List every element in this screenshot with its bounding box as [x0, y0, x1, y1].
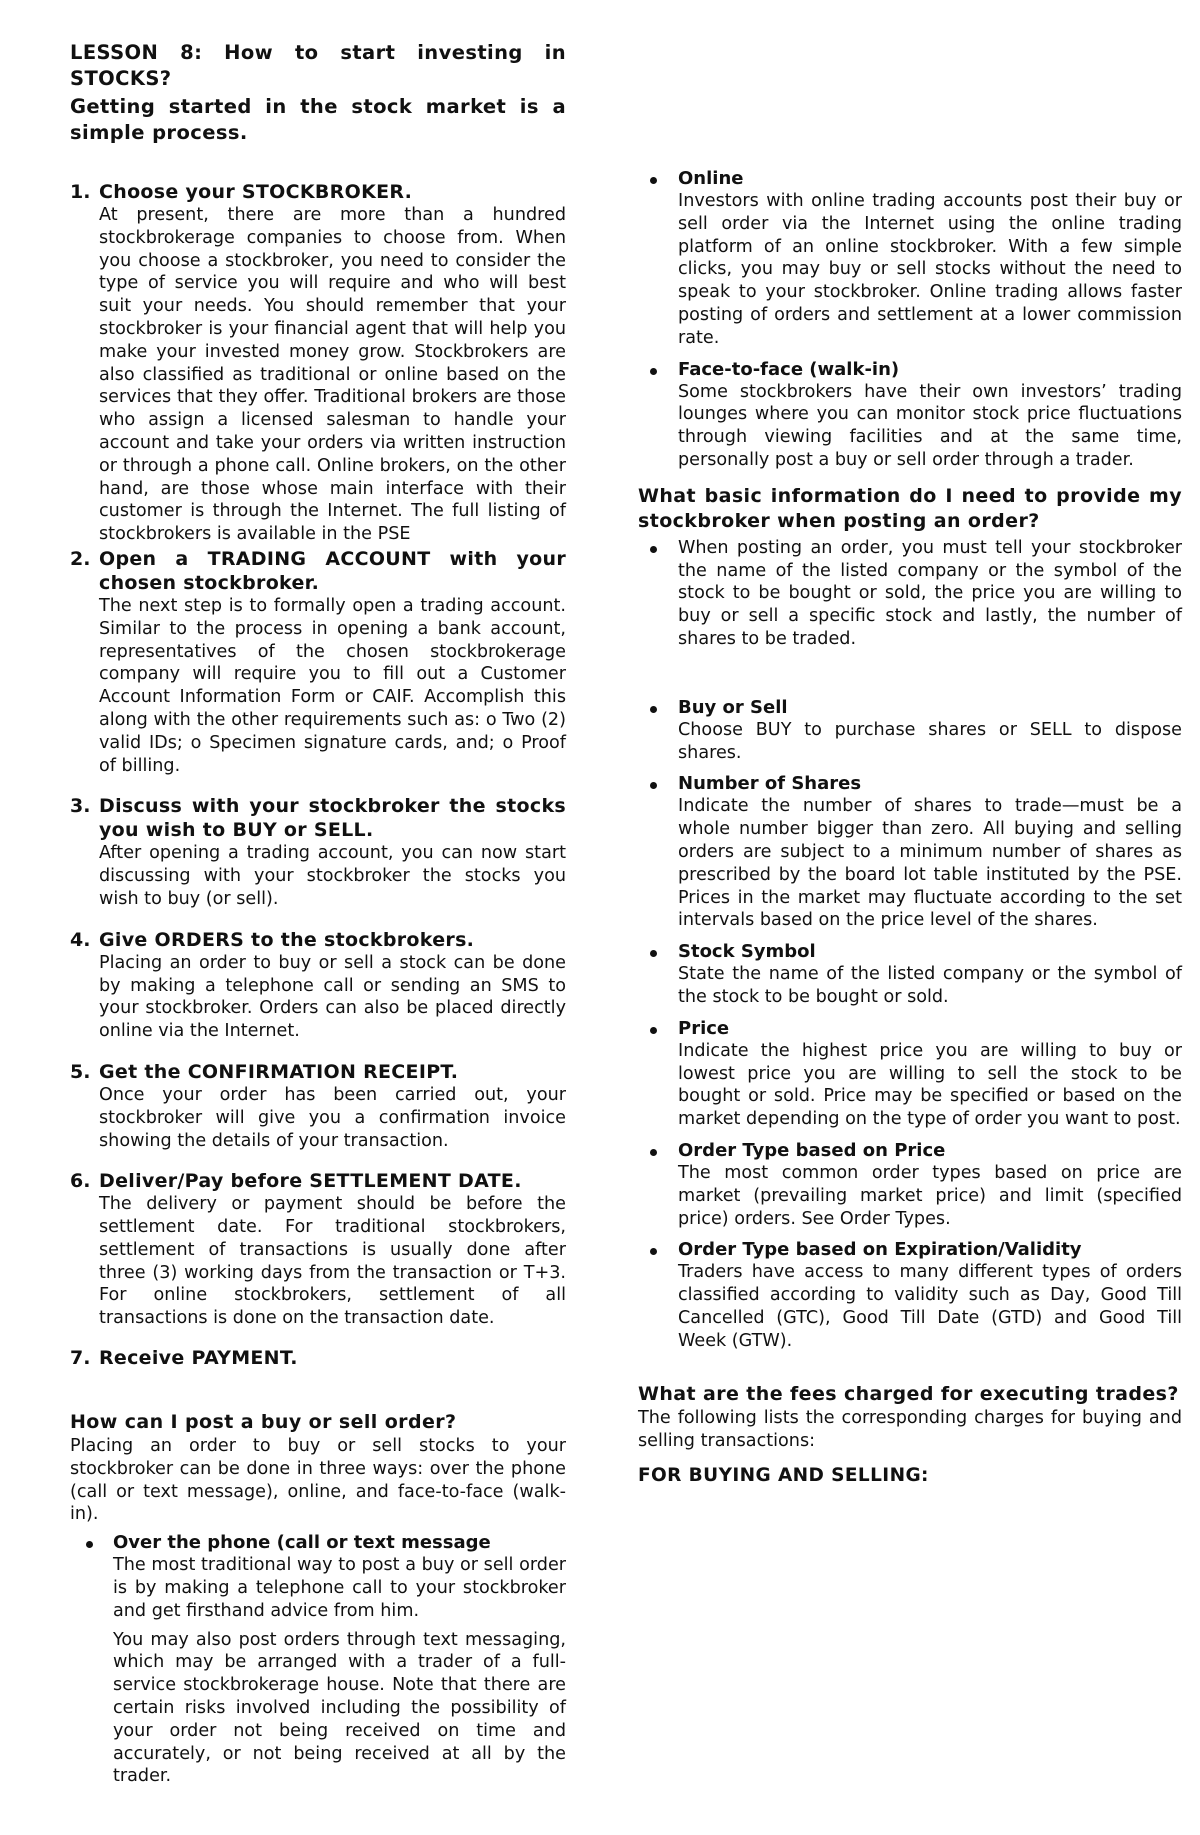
- bullet-icon: [650, 1149, 657, 1156]
- order-field-title: Order Type based on Expiration/Validity: [678, 1239, 1082, 1261]
- basic-info-intro-list: [638, 537, 1182, 651]
- phone-method-body: The most traditional way to post a buy or sell order is by making a telephone call to your stockbroker and get firsthand advice from him.: [113, 1555, 566, 1621]
- list-item: [638, 1018, 1182, 1131]
- step-number: 1.: [70, 181, 91, 203]
- lesson-subtitle: Getting started in the stock market is a simple process.: [70, 95, 566, 144]
- fees-heading: What are the fees charged for executing trades?: [638, 1383, 1179, 1406]
- step-number: 6.: [70, 1170, 91, 1193]
- step-number: 4.: [70, 928, 91, 951]
- walkin-method-body: Some stockbrokers have their own investors’ trading lounges where you can monitor stock price fluctuations through viewing facilities and at the same time, personally post a buy or sell order through a trader.: [678, 381, 1182, 470]
- fees-subheading: FOR BUYING AND SELLING:: [638, 1465, 929, 1487]
- fees-intro: The following lists the corresponding charges for buying and selling transactions:: [638, 1408, 1182, 1452]
- list-item: [638, 359, 1182, 472]
- step-number: 5.: [70, 1060, 91, 1083]
- order-field-title: Stock Symbol: [678, 941, 816, 963]
- order-field-body: State the name of the listed company or the symbol of the stock to be bought or sold.: [678, 964, 1182, 1007]
- step-item: [70, 794, 566, 910]
- basic-info-section: [638, 484, 1182, 1353]
- fees-section: [638, 1382, 1182, 1488]
- post-order-methods: [70, 1532, 566, 1788]
- lesson-title: LESSON 8: How to start investing in STOCKS?: [70, 41, 566, 90]
- step-title: Discuss with your stockbroker the stocks you wish to BUY or SELL.: [99, 795, 566, 842]
- step-number: 3.: [70, 795, 91, 818]
- list-item: [638, 697, 1182, 765]
- step-item: [70, 928, 566, 1043]
- step-title: Receive PAYMENT.: [99, 1347, 298, 1370]
- list-item: [638, 1140, 1182, 1230]
- step-title: Give ORDERS to the stockbrokers.: [99, 928, 475, 951]
- step-item: [70, 1169, 566, 1330]
- order-field-body: Indicate the number of shares to trade—must be a whole number bigger than zero. All buying and selling orders are subject to a minimum number of shares as prescribed by the board lot table instituted by the PSE. Prices in the market may fluctuate according to the set intervals based on the price level of the shares.: [678, 796, 1182, 931]
- step-body: The next step is to formally open a trading account. Similar to the process in opening a bank account, representatives of the chosen stockbrokerage company will require you to fill out a Customer Account Information Form or CAIF. Accomplish this along with the other requirements such as: o Two (2) valid IDs; o Specimen signature cards, and; o Proof of billing.: [99, 595, 566, 776]
- bullet-icon: [650, 782, 657, 789]
- step-title: Deliver/Pay before SETTLEMENT DATE.: [99, 1170, 522, 1193]
- walkin-method-title: Face-to-face (walk-in): [678, 358, 900, 380]
- right-column-main: [638, 40, 1182, 1488]
- post-order-methods-right: [638, 168, 1182, 472]
- bullet-icon: [650, 368, 657, 375]
- step-title: Choose your STOCKBROKER.: [99, 181, 413, 203]
- step-item: [70, 547, 566, 777]
- order-field-body: Traders have access to many different types of orders classified according to validity such as Day, Good Till Cancelled (GTC), Good Till Date (GTD) and Good Till Week (GTW).: [678, 1262, 1182, 1351]
- order-field-body: The most common order types based on price are market (prevailing market price) and limit (specified price) orders. See Order Types.: [678, 1162, 1182, 1229]
- step-item: [70, 180, 566, 546]
- online-method-title: Online: [678, 168, 744, 189]
- phone-method-body-2: You may also post orders through text messaging, which may be arranged with a trader of a full-service stockbrokerage house. Note that there are certain risks involved including the possibility of your order not being received on time and accurately, or not being received at all by the trader.: [113, 1629, 566, 1787]
- post-order-heading: How can I post a buy or sell order?: [70, 1411, 457, 1434]
- steps-list: [70, 180, 566, 1370]
- list-item: [638, 773, 1182, 932]
- step-title: Get the CONFIRMATION RECEIPT.: [99, 1060, 459, 1083]
- list-item: [638, 168, 1182, 350]
- step-title: Open a TRADING ACCOUNT with your chosen stockbroker.: [99, 547, 566, 594]
- basic-info-heading: What basic information do I need to provide my stockbroker when posting an order?: [638, 484, 1182, 532]
- bullet-icon: [650, 546, 657, 553]
- step-body: Placing an order to buy or sell a stock can be done by making a telephone call or sending an SMS to your stockbroker. Orders can also be placed directly online via the Internet.: [99, 952, 566, 1042]
- step-body: Once your order has been carried out, your stockbroker will give you a confirmation invoice showing the details of your transaction.: [99, 1084, 566, 1151]
- list-item: [638, 537, 1182, 651]
- phone-method-title: Over the phone (call or text message: [113, 1532, 491, 1554]
- list-item: [638, 1239, 1182, 1352]
- post-order-section: [70, 1410, 566, 1788]
- step-item: [70, 1060, 566, 1152]
- order-fields-list: [638, 697, 1182, 1353]
- bullet-icon: [86, 1541, 93, 1548]
- basic-info-intro: When posting an order, you must tell your stockbroker the name of the listed company or the symbol of the stock to be bought or sold, the price you are willing to buy or sell a specific stock and lastly, the number of shares to be traded.: [678, 537, 1182, 649]
- step-number: 2.: [70, 547, 91, 570]
- step-number: 7.: [70, 1347, 91, 1370]
- bullet-icon: [650, 1027, 657, 1034]
- bullet-icon: [650, 950, 657, 957]
- step-body: At present, there are more than a hundred stockbrokerage companies to choose from. When you choose a stockbroker, you need to consider the type of service you will require and who will best suit your needs. You should remember that your stockbroker is your financial agent that will help you make your invested money grow. Stockbrokers are also classified as traditional or online based on the services that they offer. Traditional brokers are those who assign a licensed salesman to handle your account and take your orders via written instruction or through a phone call. Online brokers, on the other hand, are those whose main interface with their customer is through the Internet. The full listing of stockbrokers is available in the PSE: [99, 205, 566, 545]
- step-body: The delivery or payment should be before the settlement date. For traditional stockbrokers, settlement of transactions is usually done after three (3) working days from the transaction or T+3. For online stockbrokers, settlement of all transactions is done on the transaction date.: [99, 1194, 566, 1329]
- bullet-icon: [650, 177, 657, 184]
- bullet-icon: [650, 1248, 657, 1255]
- order-field-title: Order Type based on Price: [678, 1139, 946, 1161]
- order-field-title: Buy or Sell: [678, 696, 788, 718]
- step-item: [70, 1346, 566, 1370]
- step-body: After opening a trading account, you can now start discussing with your stockbroker the stocks you wish to buy (or sell).: [99, 843, 566, 909]
- order-field-body: Choose BUY to purchase shares or SELL to dispose shares.: [678, 719, 1182, 763]
- order-field-title: Price: [678, 1017, 730, 1039]
- left-column: [70, 40, 566, 1788]
- order-field-body: Indicate the highest price you are willing to buy or lowest price you are willing to sell the stock to be bought or sold. Price may be specified or based on the market depending on the type of order you want to post.: [678, 1040, 1182, 1130]
- list-item: [638, 941, 1182, 1009]
- order-field-title: Number of Shares: [678, 773, 862, 795]
- online-method-body: Investors with online trading accounts post their buy or sell order via the Internet using the online trading platform of an online stockbroker. With a few simple clicks, you may buy or sell stocks without the need to speak to your stockbroker. Online trading allows faster posting of orders and settlement at a lower commission rate.: [678, 191, 1182, 348]
- list-item: [70, 1532, 566, 1788]
- bullet-icon: [650, 706, 657, 713]
- post-order-intro: Placing an order to buy or sell stocks to your stockbroker can be done in three ways: over the phone (call or text message), online, and face-to-face (walk-in).: [70, 1436, 566, 1525]
